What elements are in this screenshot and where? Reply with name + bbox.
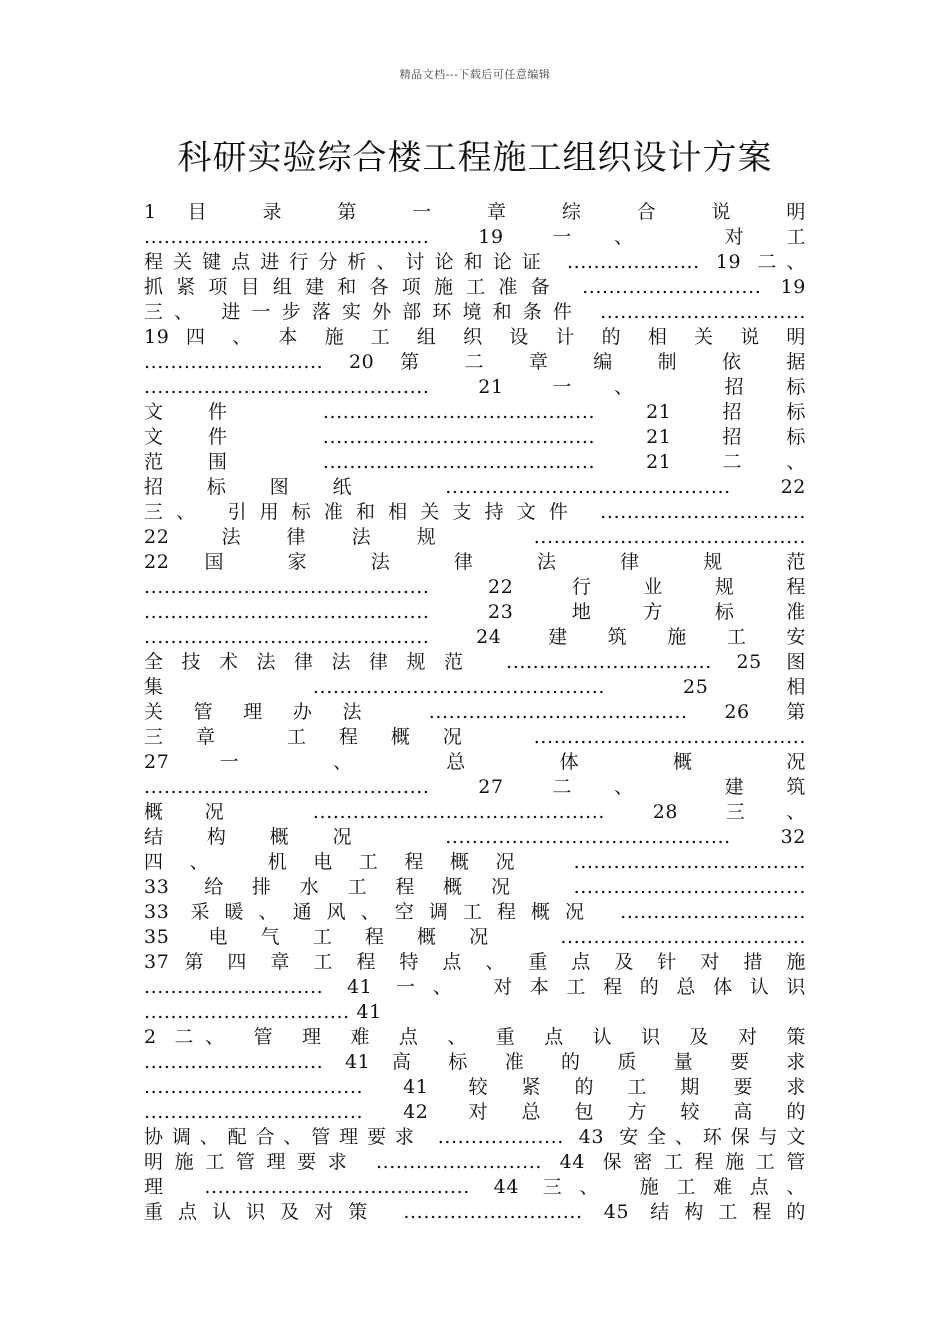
toc-line: 范围 ......................................... 21 二、	[144, 451, 806, 473]
toc-line: 三、 进一步落实外部环境和条件 ...............................	[144, 301, 806, 323]
toc-line: ........................................... 27 二、 建筑	[144, 776, 806, 798]
toc-line: 重点认识及对策 ........................... 45 结构工程的	[144, 1201, 806, 1223]
toc-line: 明施工管理要求 ......................... 44 保密工程施工管	[144, 1151, 806, 1173]
toc-line: ........................... 41 一、 对本工程的总体认识	[144, 976, 806, 998]
toc-line: ............................... 41	[144, 1001, 382, 1023]
toc-line: ........................... 20 第 二 章 编 制 依 据	[144, 351, 806, 373]
toc-line: ................................. 41 较紧的工期要求	[144, 1076, 806, 1098]
document-title: 科研实验综合楼工程施工组织设计方案	[177, 138, 773, 178]
toc-line: 关管理办法 ....................................... 26 第	[144, 701, 806, 723]
toc-line: 22 法律法规 .........................................	[144, 526, 806, 548]
toc-line: 三、 引用标准和相关支持文件 ...............................	[144, 501, 806, 523]
toc-line: 19 四 、 本 施 工 组 织 设 计 的 相 关 说 明	[144, 326, 806, 348]
toc-line: 1 目 录 第 一 章 综 合 说 明	[144, 201, 806, 223]
toc-line: ........................................... 24 建筑施工安	[144, 626, 806, 648]
toc-line: 文件 ......................................... 21 招标	[144, 401, 806, 423]
toc-line: 四、 机电工程概况 ...................................	[144, 851, 806, 873]
header-note: 精品文档---下载后可任意编辑	[399, 68, 551, 81]
toc-line: 结构概况 ........................................... 32	[144, 826, 806, 848]
toc-line: 三章 工程概况 .........................................	[144, 726, 806, 748]
toc-line: 程关键点进行分析、讨论和论证 .................... 19 二、	[144, 251, 806, 273]
toc-line: 2 二、 管 理 难 点 、 重 点 认 识 及 对 策	[144, 1026, 806, 1048]
toc-line: 全技术法律法律规范 ............................... 25 图	[144, 651, 806, 673]
toc-line: 33 给排水工程概况 ...................................	[144, 876, 806, 898]
toc-line: 招标图纸 ........................................... 22	[144, 476, 806, 498]
toc-line: 集 ............................................ 25 相	[144, 676, 806, 698]
toc-line: ........................................... 21 一、 招标	[144, 376, 806, 398]
toc-line: 22 国 家 法 律 法 律 规 范	[144, 551, 806, 573]
toc-line: ........................... 41 高 标 准 的 质 量 要 求	[144, 1051, 806, 1073]
toc-line: 35 电气工程概况 .....................................	[144, 926, 806, 948]
toc-line: 33 采暖、通风、空调工程概况 ............................	[144, 901, 806, 923]
toc-line: 37 第 四 章 工 程 特 点 、 重 点 及 针 对 措 施	[144, 951, 806, 973]
toc-line: ........................................... 23 地方标准	[144, 601, 806, 623]
toc-line: 理 ........................................ 44 三、 施工难点、	[144, 1176, 806, 1198]
toc-line: ........................................... 19 一、 对工	[144, 226, 806, 248]
table-of-contents	[144, 200, 806, 1225]
toc-line: ........................................... 22 行业规程	[144, 576, 806, 598]
toc-line: 文件 ......................................... 21 招标	[144, 426, 806, 448]
toc-line: 27 一 、 总 体 概 况	[144, 751, 806, 773]
toc-line: 抓紧项目组建和各项施工准备 ........................... 19	[144, 276, 806, 298]
toc-line: ................................. 42 对总包方较高的	[144, 1101, 806, 1123]
toc-line: 协调、配合、管理要求 ................... 43 安全、环保与文	[144, 1126, 806, 1148]
toc-line: 概况 ............................................ 28 三、	[144, 801, 806, 823]
